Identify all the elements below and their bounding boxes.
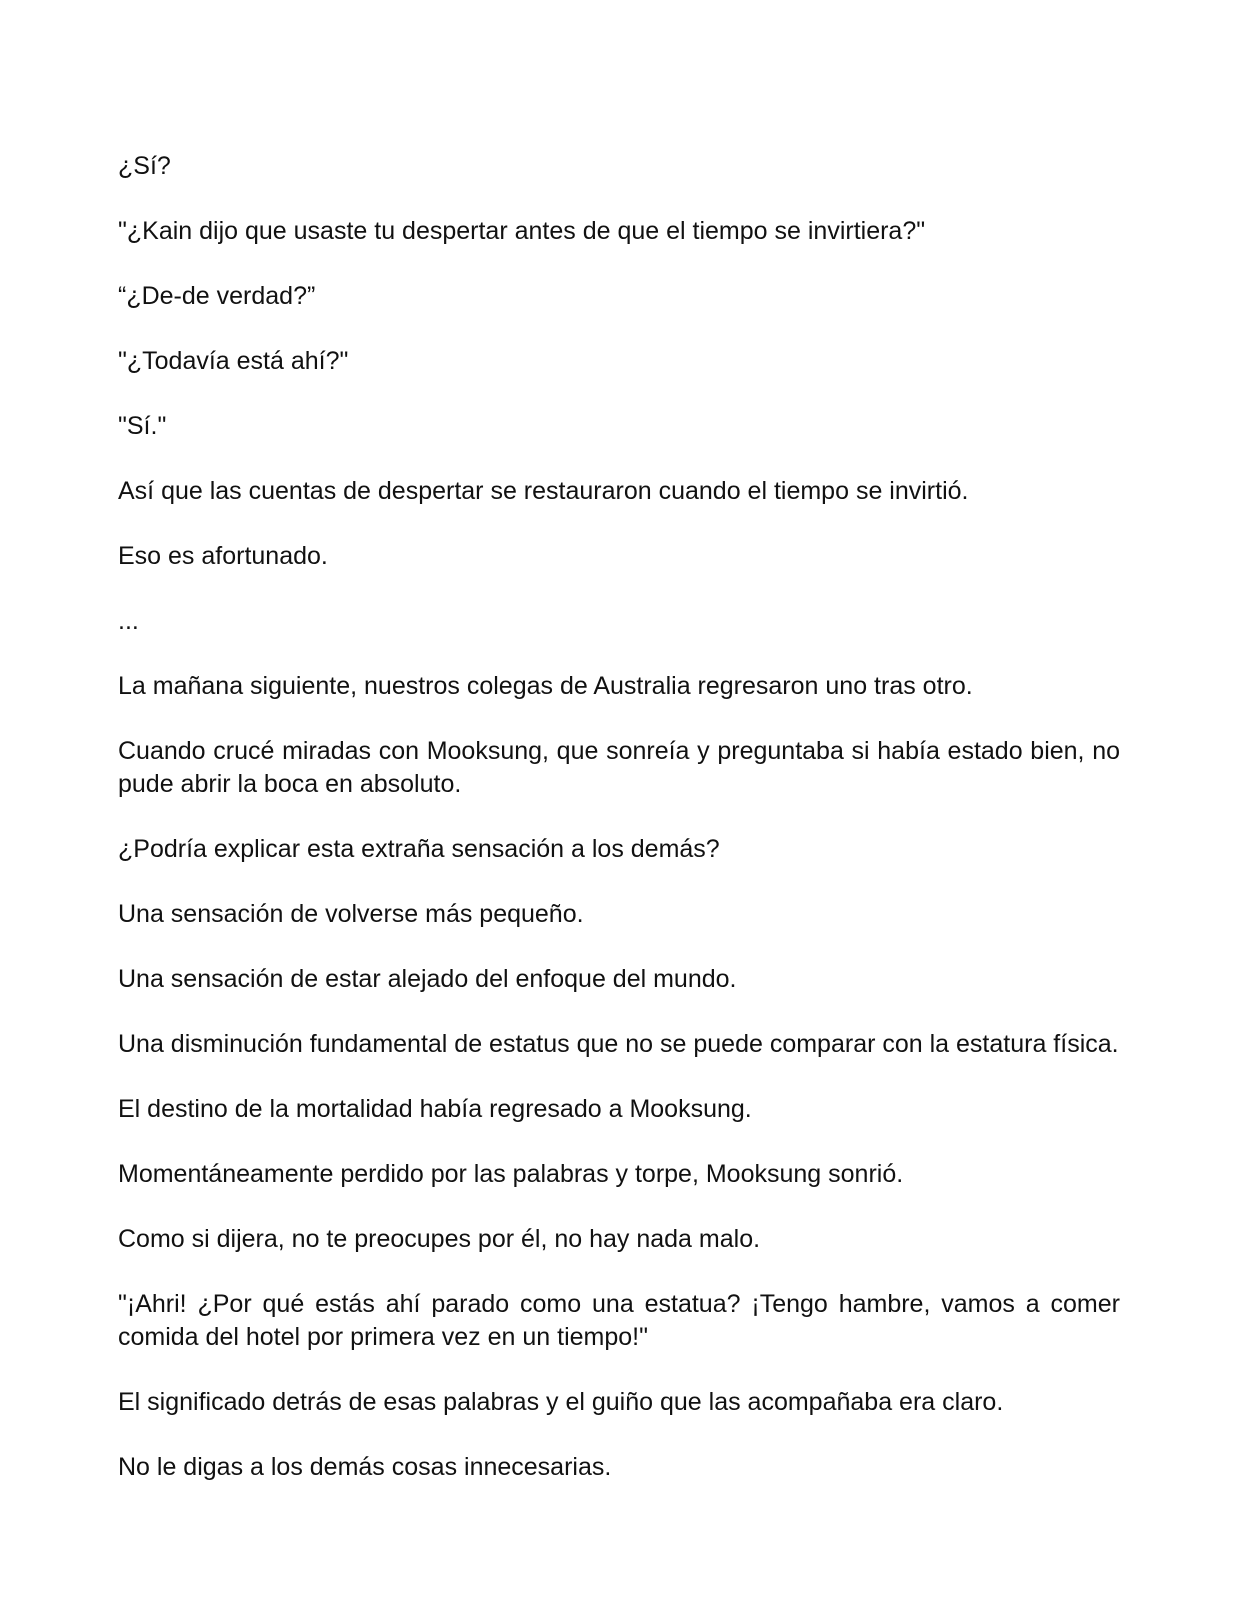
paragraph: Una sensación de estar alejado del enfoque del mundo. xyxy=(118,965,737,993)
paragraph: “¿De-de verdad?” xyxy=(118,282,316,310)
paragraph: ... xyxy=(118,607,139,635)
paragraph: ¿Sí? xyxy=(118,152,171,180)
paragraph: El significado detrás de esas palabras y el guiño que las acompañaba era claro. xyxy=(118,1388,1004,1416)
paragraph: No le digas a los demás cosas innecesarias. xyxy=(118,1453,612,1481)
paragraph: Momentáneamente perdido por las palabras y torpe, Mooksung sonrió. xyxy=(118,1160,904,1188)
paragraph: El destino de la mortalidad había regresado a Mooksung. xyxy=(118,1095,752,1123)
paragraph: Como si dijera, no te preocupes por él, no hay nada malo. xyxy=(118,1225,761,1253)
paragraph: Cuando crucé miradas con Mooksung, que sonreía y preguntaba si había estado bien, no pude abrir la boca en absoluto. xyxy=(118,737,1120,798)
paragraph: Eso es afortunado. xyxy=(118,542,328,570)
paragraph: La mañana siguiente, nuestros colegas de Australia regresaron uno tras otro. xyxy=(118,672,973,700)
document-body xyxy=(118,150,1120,1516)
paragraph: "Sí." xyxy=(118,412,167,440)
paragraph: "¿Kain dijo que usaste tu despertar antes de que el tiempo se invirtiera?" xyxy=(118,217,926,245)
paragraph: Una disminución fundamental de estatus que no se puede comparar con la estatura física. xyxy=(118,1030,1119,1058)
paragraph: "¡Ahri! ¿Por qué estás ahí parado como una estatua? ¡Tengo hambre, vamos a comer comida del hotel por primera vez en un tiempo!" xyxy=(118,1290,1120,1351)
paragraph: Así que las cuentas de despertar se restauraron cuando el tiempo se invirtió. xyxy=(118,477,969,505)
paragraph: ¿Podría explicar esta extraña sensación a los demás? xyxy=(118,835,720,863)
paragraph: Una sensación de volverse más pequeño. xyxy=(118,900,584,928)
paragraph: "¿Todavía está ahí?" xyxy=(118,347,349,375)
